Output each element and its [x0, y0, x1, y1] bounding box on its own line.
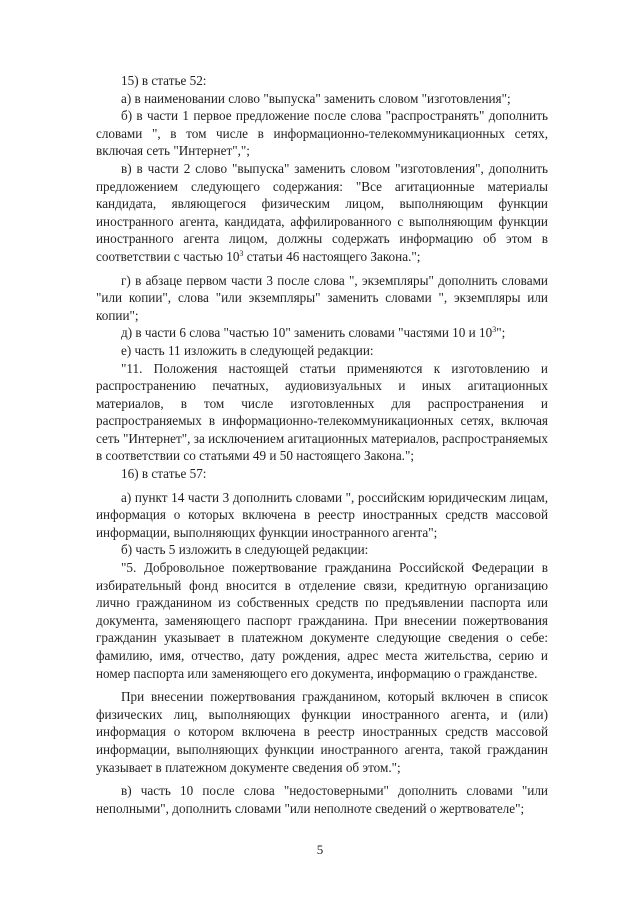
paragraph-16e: д) в части 6 слова "частью 10" заменить словами "частями 10 и $10^3$";	[121, 325, 506, 341]
paragraph-57c: в) часть 10 после слова "недостоверными" дополнить словами "или неполными", дополнить словами "или неполноте сведений о жертвователе";	[96, 783, 548, 816]
paragraph-16d: г) в абзаце первом части 3 после слова ", экземпляры" дополнить словами "или копии", слова "или экземпляры" заменить словами ", экземпляры или копии";	[96, 272, 548, 323]
paragraph-16b: б) в части 1 первое предложение после слова "распространять" дополнить словами ", в том числе в информационно-телекоммуникационных сетях, включая сеть "Интернет",";	[96, 108, 548, 159]
paragraph-16a-title: а) в наименовании слово "выпуска" заменить словом "изготовления";	[121, 90, 511, 106]
paragraph-item-15: 15) в статье 52:	[121, 73, 207, 88]
paragraph-part-5-continued: При внесении пожертвования гражданином, который включен в список физических лиц, выполняющих функции иностранного агента, и (или) информация о котором включена в реестр иностранных средств массовой информации, выполняющих функции иностранного агента, такой гражданин указывает в платежном документе сведения об этом.";	[96, 689, 548, 775]
paragraph-16f: е) часть 11 изложить в следующей редакции:	[121, 342, 374, 358]
paragraph-item-16: 16) в статье 57:	[121, 466, 207, 482]
page-number: 5	[316, 842, 324, 857]
paragraph-57b: б) часть 5 изложить в следующей редакции:	[121, 542, 369, 558]
paragraph-part-5-text: "5. Добровольное пожертвование гражданина Российской Федерации в избирательный фонд вносится в отделение связи, кредитную организацию лично гражданином из собственных средств по предъявлении паспорта или документа, заменяющего паспорт гражданина. При внесении пожертвования гражданин указывает в платежном документе следующие сведения о себе: фамилию, имя, отчество, дату рождения, адрес места жительства, серию и номер паспорта или заменяющего его документа, информацию о гражданстве.	[96, 560, 548, 681]
paragraph-16c: в) в части 2 слово "выпуска" заменить словом "изготовления", дополнить предложением следующего содержания: "Все агитационные материалы кандидата, являющегося физическим лицом, выполняющим функции иностранного агента, кандидата, аффилированного с выполняющим функции иностранного агента лицом, должны содержать информацию об этом в соответствии с частью $10^3$ статьи 46 настоящего Закона.";	[96, 160, 548, 264]
document-body	[96, 72, 548, 817]
paragraph-57a: а) пункт 14 части 3 дополнить словами ", российским юридическим лицам, информация о которых включена в реестр иностранных средств массовой информации, выполняющих функции иностранного агента";	[96, 489, 548, 540]
paragraph-part-11-text: "11. Положения настоящей статьи применяются к изготовлению и распространению печатных, аудиовизуальных и иных агитационных материалов, в том числе изготовленных для распространения и распространяемых в информационно-телекоммуникационных сетях, включая сеть "Интернет", за исключением агитационных материалов, распространяемых в соответствии со статьями 49 и 50 настоящего Закона.";	[96, 360, 549, 464]
